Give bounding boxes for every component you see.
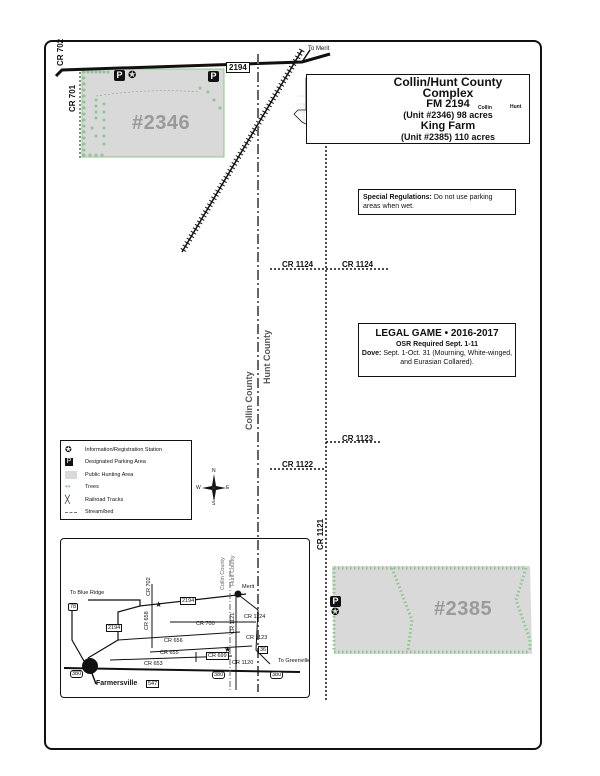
special-regulations-box [358,189,516,215]
inset-36-shield: 36 [260,647,267,653]
compass-e: E [226,485,230,491]
legend-item [65,495,123,505]
info-station-icon: ★ [155,600,163,609]
info-station-icon: ★ [224,645,232,654]
inset-cr700: CR 700 [196,621,215,627]
cr-701-label: CR 701 [68,84,77,112]
collin-county-label: Collin County [244,371,254,430]
cr-1121-label: CR 1121 [316,518,325,550]
railroad-icon: ╳ [65,495,70,504]
title-line2: FM 2194 [426,98,470,110]
to-merit-label: To Merit [308,46,330,52]
inset-cr1120: CR 1120 [232,660,254,666]
cr-1124-right-label: CR 1124 [342,260,374,269]
info-station-icon: ✪ [65,445,72,454]
dove-text-2: and Eurasian Collared). [400,359,474,366]
inset-cr702: CR 702 [146,577,152,596]
dove-text: Sept. 1-Oct. 31 (Mourning, White-winged, [383,350,513,357]
legal-game-heading: LEGAL GAME • 2016-2017 [375,328,499,339]
cr-1123-label: CR 1123 [342,434,374,443]
special-regulations-label: Special Regulations: [363,194,432,201]
cr-1124-left-label: CR 1124 [282,260,314,269]
cr-702-label: CR 702 [56,38,65,66]
hunt-county-label: Hunt County [262,330,272,384]
parking-icon: P [114,70,125,81]
title-line4: King Farm [420,120,476,132]
stream-icon [65,512,77,513]
title-line3: (Unit #2346) 98 acres [403,110,493,120]
legend-label: Trees [85,484,99,490]
compass-n: N [212,468,216,474]
inset-2194-b: 2194 [108,625,121,631]
cr-1122-label: CR 1122 [282,460,314,469]
inset-merit: Merit [242,584,255,590]
inset-cr653: CR 653 [144,661,163,667]
collin-inset-label: Collin [478,105,492,111]
legend-label: Information/Registration Station [85,447,163,453]
unit-2385-label: #2385 [434,598,493,620]
inset-farmersville: Farmersville [96,680,138,687]
compass-w: W [196,485,201,491]
legend-label: Designated Parking Area [85,459,146,465]
title-box [306,74,530,144]
inset-county-hunt: Hunt County [230,555,236,586]
inset-380-b: 380 [214,672,224,678]
title-line5: (Unit #2385) 110 acres [400,132,496,142]
osr-text: OSR Required Sept. 1-11 [395,341,479,348]
trees-icon: •• [65,482,71,491]
inset-cr1124: CR 1124 [244,614,266,620]
inset-cr656: CR 656 [164,638,183,644]
legal-game-box [358,323,516,377]
unit-2385-area [332,566,532,654]
inset-cr1121: CR 1121 [230,612,236,634]
inset-to-greenville: To Greenville [278,658,311,664]
title-line1: Collin/Hunt County Complex [393,75,503,100]
legend-item [65,470,133,480]
legend-item [65,457,146,467]
parking-icon: P [330,596,341,607]
inset-78-shield: 78 [70,604,77,610]
legend-item [65,445,162,455]
title-text [367,77,529,143]
legend-label: Railroad Tracks [85,497,124,503]
parking-icon: P [208,71,219,82]
dove-label: Dove: [361,350,382,357]
special-regulations-text: Do not use parking areas when wet. [363,194,493,210]
inset-cr1123: CR 1123 [246,635,268,641]
inset-county-collin: Collin County [220,557,226,590]
inset-2194-a: 2194 [182,598,195,604]
compass-rose [196,468,230,507]
compass-s: S [212,501,216,507]
inset-to-blue-ridge: To Blue Ridge [70,590,105,596]
fm-2194-label: 2194 [226,62,250,73]
parking-icon: P [66,458,72,465]
legend-label: Public Hunting Area [85,472,134,478]
inset-547-shield: 547 [148,681,158,687]
inset-cr655: CR 655 [160,650,179,656]
inset-cr658: CR 658 [144,611,150,630]
info-station-icon: ✪ [128,70,137,81]
legend-label: Stream/bed [85,509,114,515]
inset-cr699: CR 699 [208,653,227,659]
legend-item [65,482,99,492]
legend-item [65,507,113,517]
inset-380-a: 380 [72,671,82,677]
inset-380-c: 380 [272,672,282,678]
legend [60,440,192,520]
public-area-icon [65,471,77,479]
unit-2346-label: #2346 [132,112,191,134]
info-station-icon: ✪ [331,607,340,618]
hunt-inset-label: Hunt [510,104,522,110]
